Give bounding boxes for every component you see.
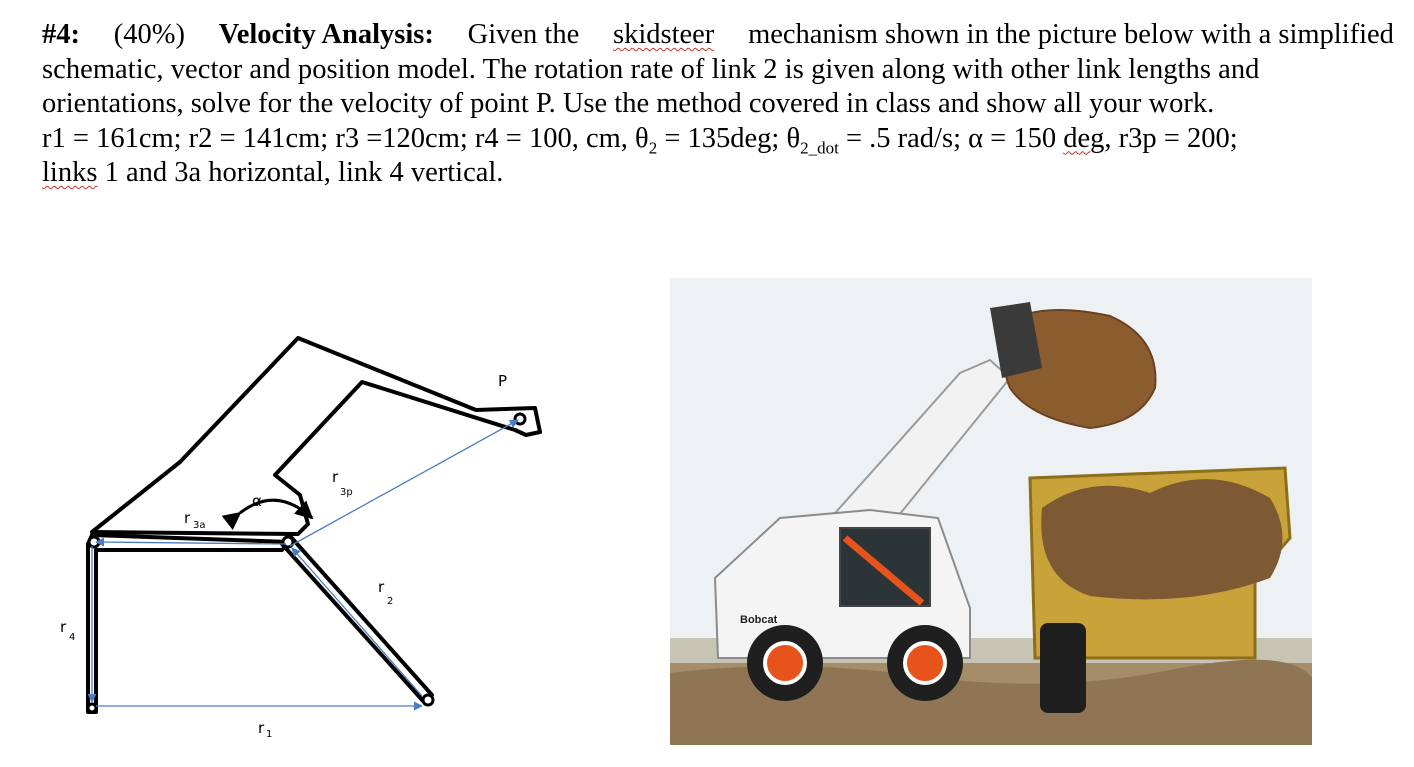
problem-text-b: mechanism shown in the picture below with a simplified: [748, 19, 1394, 50]
pin-4-bottom: [88, 704, 96, 712]
problem-number: #4:: [42, 19, 80, 50]
hub-front: [765, 643, 805, 683]
skidsteer-term: skidsteer: [612, 19, 715, 50]
brand-decal: Bobcat: [740, 614, 778, 626]
hub-rear: [905, 643, 945, 683]
label-r2-sub: 2: [387, 596, 394, 607]
links-rest: 1 and 3a horizontal, link 4 vertical.: [97, 157, 504, 188]
problem-statement: [42, 18, 1394, 191]
link-2-bar: [282, 536, 432, 702]
label-p: P: [498, 372, 508, 390]
trailer-hay: [1041, 479, 1282, 599]
problem-line-4: [42, 122, 1394, 157]
vector-r2: [292, 548, 422, 696]
boom-outline: [92, 338, 540, 534]
label-r4: r: [60, 618, 67, 636]
label-r1-sub: 1: [266, 729, 273, 740]
skidsteer-photo: [670, 278, 1312, 745]
label-r3a-sub: 3a: [193, 520, 206, 531]
label-r3p-sub: 3p: [340, 487, 353, 498]
problem-line-2: schematic, vector and position model. The rotation rate of link 2 is given along with other link lengths and: [42, 53, 1260, 85]
label-r3p: r: [332, 468, 339, 486]
givens-d: , r3p = 200;: [1104, 122, 1238, 154]
label-r2: r: [378, 578, 385, 596]
problem-line-1: [42, 18, 1394, 53]
givens-sub-b: 2_dot: [800, 138, 839, 158]
problem-heading: Velocity Analysis:: [218, 19, 434, 50]
problem-line-3: orientations, solve for the velocity of point P. Use the method covered in class and show all your work.: [42, 88, 1215, 119]
vector-r3p: [290, 420, 518, 546]
problem-weight: (40%): [113, 19, 185, 50]
pin-2-bottom: [423, 695, 433, 705]
pin-p: [515, 414, 525, 424]
label-r4-sub: 4: [69, 632, 76, 643]
label-alpha: α: [252, 492, 262, 510]
problem-text-a: Given the: [467, 19, 580, 50]
problem-line-5: [42, 156, 1394, 191]
trailer-tire: [1040, 623, 1086, 713]
links-term: links: [42, 157, 98, 188]
label-r3a: r: [184, 509, 191, 527]
givens-c: = .5 rad/s; α = 150: [838, 122, 1064, 154]
frame-outline: [88, 535, 290, 712]
givens-sub-a: 2: [648, 138, 658, 158]
mechanism-schematic: [40, 320, 560, 750]
givens-a: r1 = 161cm; r2 = 141cm; r3 =120cm; r4 = 100, cm, θ: [42, 122, 649, 154]
deg-term: deg: [1063, 122, 1105, 154]
givens-b: = 135deg; θ: [657, 122, 801, 154]
label-r1: r: [258, 719, 265, 737]
